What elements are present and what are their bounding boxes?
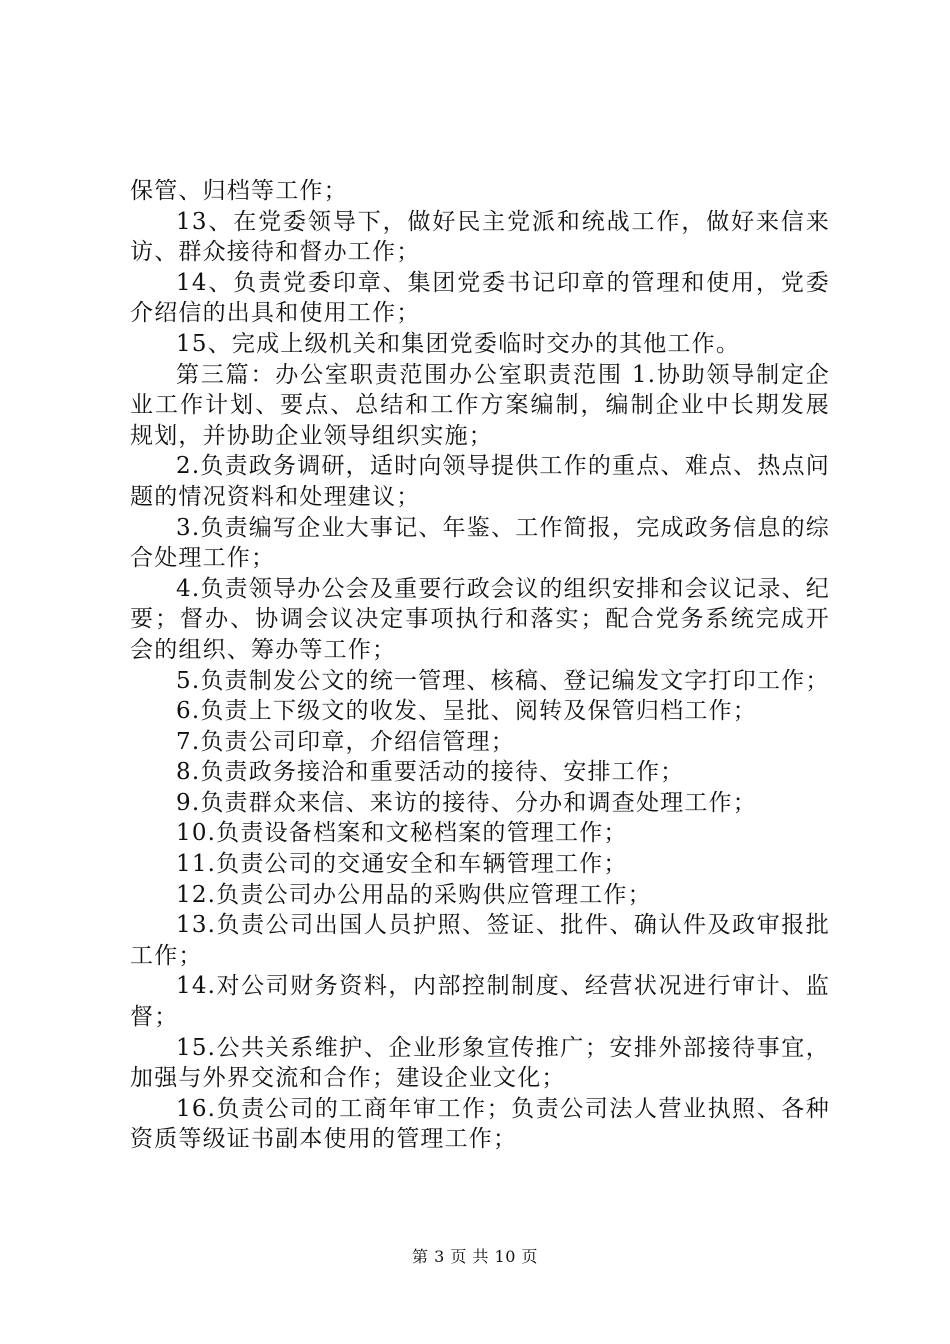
paragraph: 12.负责公司办公用品的采购供应管理工作； <box>176 881 652 908</box>
paragraph: 15、完成上级机关和集团党委临时交办的其他工作。 <box>176 330 741 357</box>
paragraph: 8.负责政务接洽和重要活动的接待、安排工作； <box>176 759 685 786</box>
paragraph: 13、在党委领导下，做好民主党派和统战工作，做好来信来访、群众接待和督办工作； <box>130 208 830 266</box>
paragraph: 15.公共关系维护、企业形象宣传推广；安排外部接待事宜，加强与外界交流和合作；建设企业文化； <box>130 1034 830 1092</box>
page-footer <box>0 1244 950 1267</box>
paragraph: 14、负责党委印章、集团党委书记印章的管理和使用，党委介绍信的出具和使用工作； <box>130 269 830 327</box>
paragraph: 5.负责制发公文的统一管理、核稿、登记编发文字打印工作； <box>176 667 830 694</box>
paragraph: 9.负责群众来信、来访的接待、分办和调查处理工作； <box>176 789 757 816</box>
paragraph: 16.负责公司的工商年审工作；负责公司法人营业执照、各种资质等级证书副本使用的管理工作； <box>130 1095 830 1153</box>
paragraph: 4.负责领导办公会及重要行政会议的组织安排和会议记录、纪要；督办、协调会议决定事项执行和落实；配合党务系统完成开会的组织、筹办等工作； <box>130 575 830 663</box>
paragraph: 11.负责公司的交通安全和车辆管理工作； <box>176 851 628 878</box>
body-text <box>130 176 830 1155</box>
paragraph: 第三篇：办公室职责范围办公室职责范围 1.协助领导制定企业工作计划、要点、总结和工作方案编制，编制企业中长期发展规划，并协助企业领导组织实施； <box>130 361 830 449</box>
paragraph: 13.负责公司出国人员护照、签证、批件、确认件及政审报批工作； <box>130 912 830 969</box>
paragraph: 3.负责编写企业大事记、年鉴、工作简报，完成政务信息的综合处理工作； <box>130 514 830 572</box>
paragraph: 14.对公司财务资料，内部控制制度、经营状况进行审计、监督； <box>130 973 830 1031</box>
paragraph: 2.负责政务调研，适时向领导提供工作的重点、难点、热点问题的情况资料和处理建议； <box>130 453 830 510</box>
page-number: 第 3 页 共 10 页 <box>412 1247 538 1266</box>
paragraph: 7.负责公司印章，介绍信管理； <box>176 728 515 755</box>
paragraph: 6.负责上下级文的收发、呈批、阅转及保管归档工作； <box>176 698 757 725</box>
paragraph: 保管、归档等工作； <box>130 178 348 204</box>
paragraph: 10.负责设备档案和文秘档案的管理工作； <box>176 820 628 847</box>
